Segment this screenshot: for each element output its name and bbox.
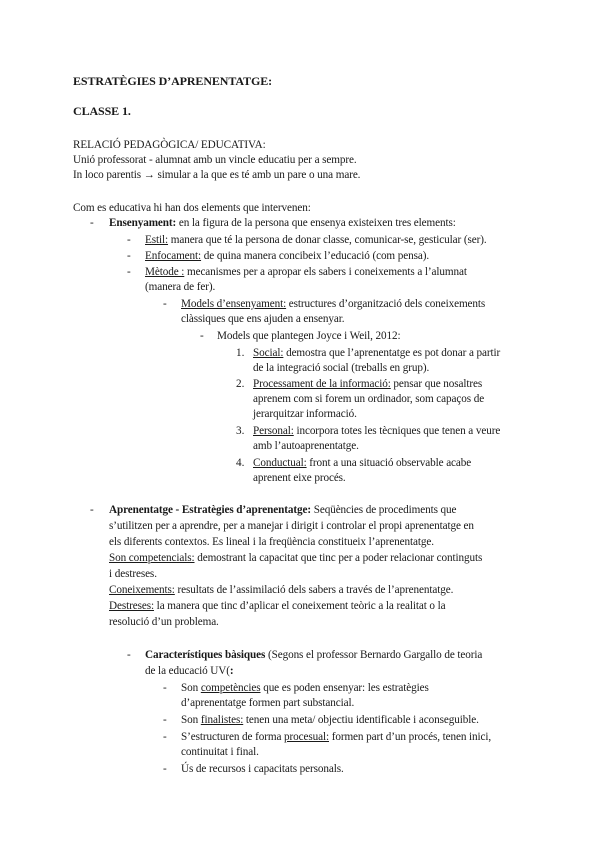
char-item-1	[181, 681, 429, 695]
models-text: estructures d’organització dels coneixements	[286, 298, 486, 310]
competencials-term: Son competencials:	[109, 552, 195, 564]
competencials-line	[109, 551, 482, 565]
bullet-dash: -	[163, 714, 167, 726]
estil-term: Estil:	[145, 234, 169, 246]
bullet-dash: -	[163, 731, 167, 743]
bullet-dash: -	[90, 504, 94, 516]
char-item-4: Ús de recursos i capacitats personals.	[181, 763, 344, 775]
char-item-text: que es poden ensenyar: les estratègies	[260, 682, 429, 694]
conductual-text: front a una situació observable acabe	[306, 457, 472, 469]
aprenentatge-line-2: s’utilitzen per a aprendre, per a manejar i dirigit i controlar el propi aprenentatge en	[109, 520, 474, 532]
list-number: 1.	[236, 347, 245, 359]
ensenyament-label: Ensenyament:	[109, 217, 177, 229]
aprenentatge-line	[109, 503, 456, 517]
caracteristiques-line-2	[145, 664, 234, 678]
list-item-social	[253, 346, 500, 360]
list-item-conductual	[253, 456, 471, 470]
bullet-dash: -	[127, 266, 131, 278]
char-item-pre: S’estructuren de forma	[181, 731, 285, 743]
caracteristiques-text-2: de la educació UV(	[145, 665, 230, 677]
ensenyament-text: en la figura de la persona que ensenya existeixen tres elements:	[176, 217, 456, 229]
enfocament-line	[145, 249, 429, 263]
social-line-2: de la integració social (treballs en grup).	[253, 362, 430, 374]
coneixements-text: resultats de l’assimilació dels sabers a través de l’aprenentatge.	[174, 584, 454, 596]
bullet-dash: -	[163, 682, 167, 694]
joyce-line: Models que plantegen Joyce i Weil, 2012:	[217, 330, 401, 342]
conductual-line-2: aprenent eixe procés.	[253, 472, 346, 484]
processament-text: pensar que nosaltres	[390, 378, 483, 390]
enfocament-term: Enfocament:	[145, 250, 202, 262]
list-number: 4.	[236, 457, 245, 469]
metode-line-2: (manera de fer).	[145, 281, 216, 293]
bullet-dash: -	[163, 298, 167, 310]
caracteristiques-label: Característiques bàsiques	[145, 649, 266, 661]
processament-line-2: aprenem com si forem un ordinador, som capaços de	[253, 393, 485, 405]
models-line-2: clàssiques que ens ajuden a ensenyar.	[181, 313, 345, 325]
char-item-2	[181, 713, 479, 727]
destreses-text: la manera que tinc d’aplicar el coneixement teòric a la realitat o la	[153, 600, 446, 612]
competencials-line-2: i destreses.	[109, 568, 157, 580]
char-item-term: finalistes:	[200, 714, 244, 726]
models-line	[181, 297, 485, 311]
metode-term: Mètode :	[145, 266, 185, 278]
processament-term: Processament de la informació:	[253, 378, 391, 390]
bullet-dash: -	[90, 217, 94, 229]
char-item-3-line-2: continuitat i final.	[181, 746, 259, 758]
char-item-3	[181, 730, 491, 744]
social-term: Social:	[253, 347, 284, 359]
aprenentatge-line-3: els diferents contextos. Es lineal i la freqüència constitueix l’aprenentatge.	[109, 536, 434, 548]
ensenyament-line	[109, 216, 456, 230]
intro-line: Com es educativa hi han dos elements que intervenen:	[73, 202, 311, 214]
metode-text: mecanismes per a apropar els sabers i coneixements a l’alumnat	[184, 266, 467, 278]
personal-line-2: amb l’autoaprenentatge.	[253, 440, 359, 452]
estil-line	[145, 233, 487, 247]
destreses-line-2: resolució d’un problema.	[109, 616, 219, 628]
list-item-personal	[253, 424, 500, 438]
enfocament-text: de quina manera concibeix l’educació (com pensa).	[201, 250, 430, 262]
coneixements-line	[109, 583, 453, 597]
char-item-term: competències	[200, 682, 261, 694]
bullet-dash: -	[163, 763, 167, 775]
class-heading: CLASSE 1.	[73, 104, 131, 118]
processament-line-3: jerarquitzar informació.	[253, 408, 357, 420]
char-item-term: procesual:	[284, 731, 329, 743]
personal-text: incorpora totes les tècniques que tenen a veure	[293, 425, 501, 437]
list-item-processament	[253, 377, 482, 391]
destreses-line	[109, 599, 445, 613]
caracteristiques-text: (Segons el professor Bernardo Gargallo de teoria	[265, 649, 483, 661]
models-term: Models d’ensenyament:	[181, 298, 287, 310]
metode-line	[145, 265, 467, 279]
list-number: 2.	[236, 378, 245, 390]
char-item-pre: Son	[181, 682, 201, 694]
caracteristiques-colon: :	[229, 665, 234, 677]
competencials-text: demostrant la capacitat que tinc per a poder relacionar continguts	[194, 552, 483, 564]
coneixements-term: Coneixements:	[109, 584, 175, 596]
conductual-term: Conductual:	[253, 457, 307, 469]
social-text: demostra que l’aprenentatge es pot donar a partir	[283, 347, 501, 359]
aprenentatge-label: Aprenentatge - Estratègies d’aprenentatge:	[109, 504, 312, 516]
relation-line-1: Unió professorat - alumnat amb un vincle educatiu per a sempre.	[73, 154, 357, 166]
list-number: 3.	[236, 425, 245, 437]
personal-term: Personal:	[253, 425, 294, 437]
bullet-dash: -	[127, 250, 131, 262]
char-item-text: tenen una meta/ objectiu identificable i aconseguible.	[243, 714, 479, 726]
estil-text: manera que té la persona de donar classe, comunicar-se, gesticular (ser).	[168, 234, 487, 246]
char-item-text: formen part d’un procés, tenen inici,	[329, 731, 492, 743]
bullet-dash: -	[127, 234, 131, 246]
char-item-1-line-2: d’aprenentatge formen part substancial.	[181, 697, 355, 709]
char-item-pre: Son	[181, 714, 201, 726]
relation-heading: RELACIÓ PEDAGÒGICA/ EDUCATIVA:	[73, 139, 266, 151]
destreses-term: Destreses:	[109, 600, 154, 612]
document-title: ESTRATÈGIES D’APRENENTATGE:	[73, 74, 273, 88]
aprenentatge-text: Seqüències de procediments que	[311, 504, 457, 516]
relation-line-2: In loco parentis → simular a la que es té amb un pare o una mare.	[73, 169, 361, 181]
caracteristiques-line	[145, 648, 482, 662]
bullet-dash: -	[127, 649, 131, 661]
bullet-dash: -	[200, 330, 204, 342]
